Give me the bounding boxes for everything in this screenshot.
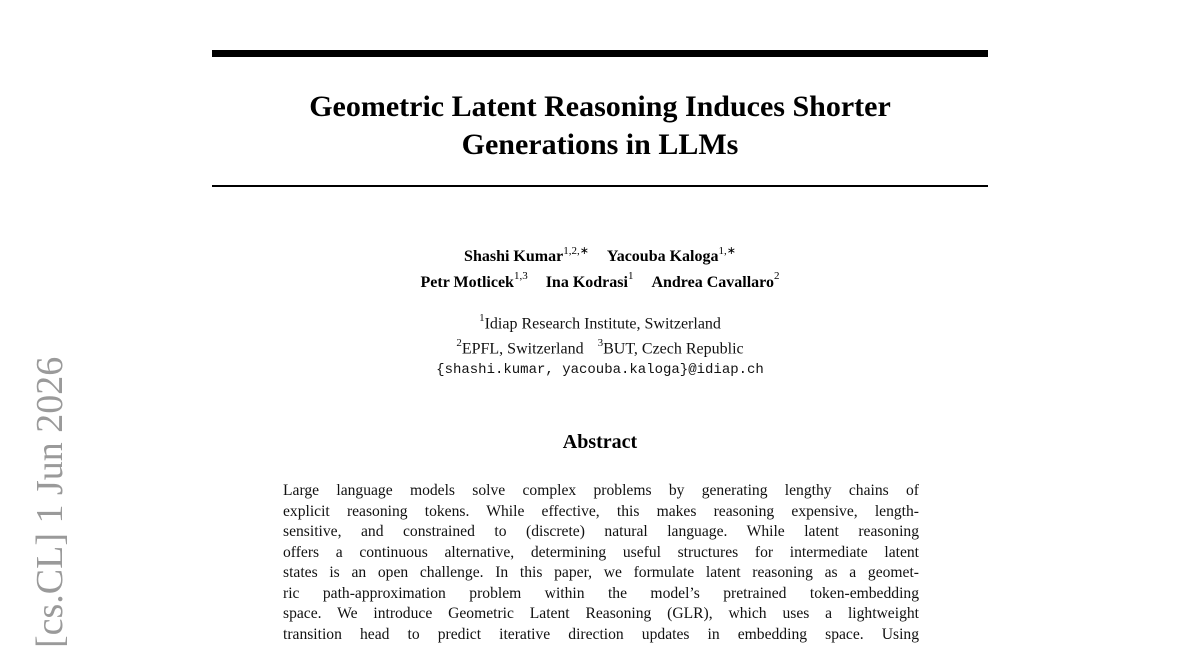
- author-affiliation-mark: 2: [773, 270, 780, 283]
- affiliation-line-1: [212, 309, 988, 334]
- affiliation-epfl: EPFL, Switzerland: [461, 340, 584, 358]
- arxiv-identifier-stamp: [cs.CL] 1 Jun 2026: [29, 356, 71, 648]
- title-bottom-rule: [212, 185, 988, 187]
- abstract-line: space. We introduce Geometric Latent Reasoning (GLR), which uses a lightweight: [283, 605, 919, 622]
- author-line-1: [212, 242, 988, 267]
- affiliation-idiap: Idiap Research Institute, Switzerland: [484, 315, 721, 333]
- affiliation-mark: 2: [456, 337, 462, 350]
- author-name: Ina Kodrasi$^1$: [545, 270, 634, 291]
- author-affiliation-mark: 1,3: [513, 270, 528, 283]
- paper-title: [212, 88, 988, 164]
- author-affiliation-mark: 1,∗: [718, 245, 736, 257]
- author-affiliation-mark: 1,2,∗: [563, 245, 589, 257]
- abstract-line: sensitive, and constrained to (discrete) natural language. While latent reasoning: [283, 523, 919, 540]
- abstract-line: ric path-approximation problem within the model’s pretrained token-embedding: [283, 584, 919, 602]
- title-top-rule: [212, 50, 988, 57]
- abstract-body: [283, 481, 919, 645]
- abstract-line: states is an open challenge. In this paper, we formulate latent reasoning as a geomet-: [283, 564, 919, 581]
- title-line-1: Geometric Latent Reasoning Induces Shorter: [309, 90, 891, 123]
- affiliation-mark: 1: [479, 312, 485, 324]
- affiliation-mark: 3: [597, 337, 604, 350]
- author-affiliation-mark: 1: [627, 270, 634, 283]
- abstract-heading: Abstract: [562, 431, 638, 453]
- affiliation-block: [212, 309, 988, 380]
- abstract-line: transition head to predict iterative direction updates in embedding space. Using: [283, 625, 919, 643]
- author-name: Petr Motlicek$^{1,3}$: [420, 270, 528, 291]
- title-line-2: Generations in LLMs: [461, 128, 739, 161]
- affiliation-but: BUT, Czech Republic: [603, 340, 744, 358]
- author-block: [212, 242, 988, 293]
- author-line-2: [212, 267, 988, 292]
- contact-email: {shashi.kumar, yacouba.kaloga}@idiap.ch: [436, 361, 764, 378]
- author-name: Shashi Kumar$^{1,2,∗}$: [464, 245, 589, 266]
- abstract-line: explicit reasoning tokens. While effective, this makes reasoning expensive, length-: [283, 502, 919, 520]
- author-name: Andrea Cavallaro$^2$: [651, 270, 780, 291]
- author-name: Yacouba Kaloga$^{1,∗}$: [606, 245, 736, 266]
- affiliation-line-2: [212, 334, 988, 359]
- abstract-line: Large language models solve complex problems by generating lengthy chains of: [283, 482, 919, 499]
- abstract-line: offers a continuous alternative, determining useful structures for intermediate latent: [283, 543, 919, 561]
